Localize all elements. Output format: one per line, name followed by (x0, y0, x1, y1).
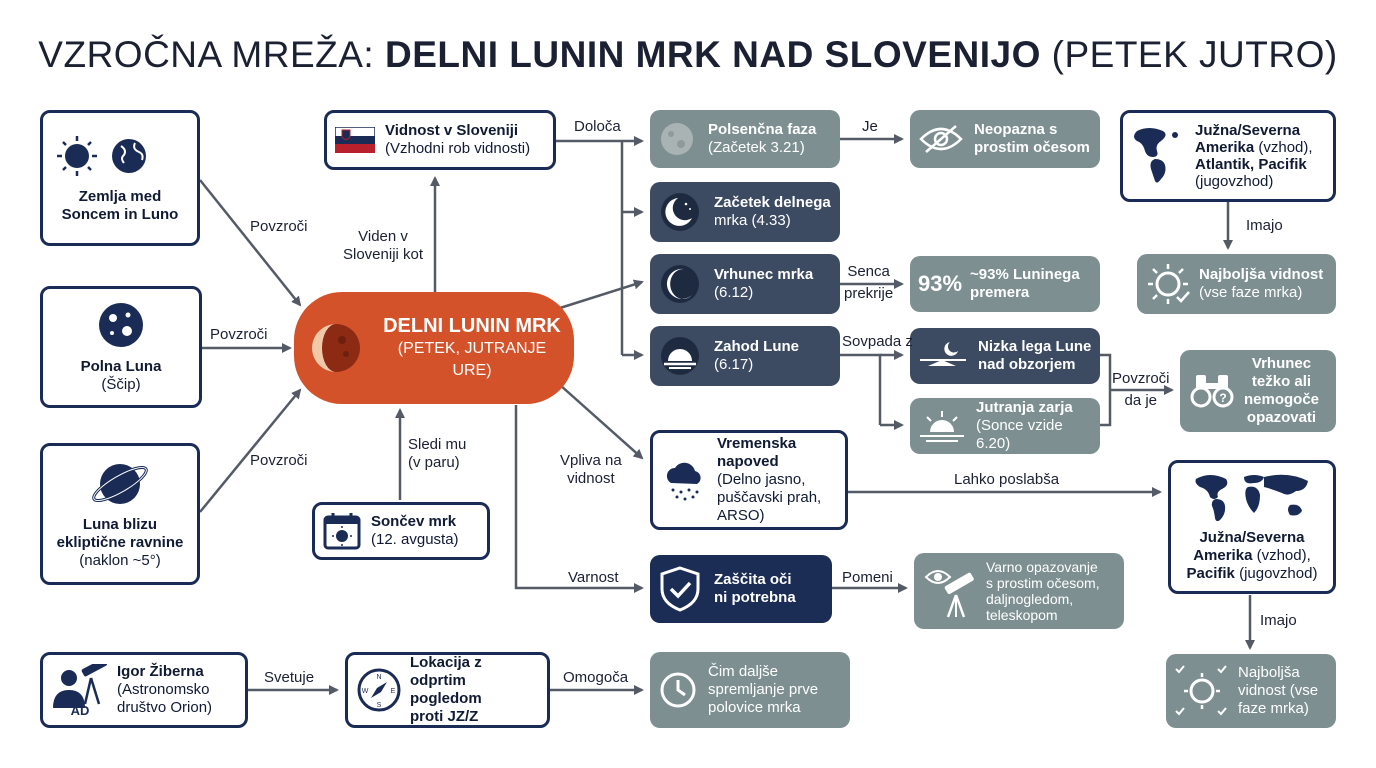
igor-org1: (Astronomsko (117, 681, 210, 698)
edge-label-viden (343, 228, 423, 264)
edge-label-sledi (408, 436, 466, 472)
edge-label-omogoca: Omogoča (563, 669, 629, 686)
node-americas-top (1120, 110, 1336, 202)
safe-line4: teleskopom (986, 607, 1058, 623)
unnoticeable-line2: prostim očesom (974, 139, 1090, 156)
svg-text:N: N (376, 674, 382, 681)
visibility-sub: (Vzhodni rob vidnosti) (385, 140, 531, 157)
igor-name: Igor Žiberna (117, 663, 204, 680)
node-full-moon (40, 286, 202, 408)
eclipsed-moon-icon (308, 320, 364, 376)
location-line3: proti JZ/Z (410, 708, 479, 725)
safe-line3: daljnogledom, (986, 591, 1074, 607)
edge-label-povzroci-1: Povzroči (250, 218, 308, 235)
follow-line1: Čim daljše (708, 663, 779, 680)
best-top-title: Najboljša vidnost (1199, 266, 1324, 283)
astronomer-telescope-icon (51, 664, 109, 717)
slovenia-flag-icon (335, 127, 375, 153)
edge-label-imajo-1: Imajo (1246, 217, 1283, 234)
node-peak (650, 254, 840, 314)
node-eye-protection (650, 555, 832, 623)
sun-checks-icon (1174, 663, 1230, 719)
edge-label-povzroci-da-2: da je (1124, 392, 1158, 409)
edge-earth-to-center (200, 180, 300, 305)
calendar-sun-icon (323, 512, 361, 550)
low-moon-line2: nad obzorjem (978, 356, 1076, 373)
safe-line2: s prostim očesom, (986, 575, 1100, 591)
sun-check-icon (1145, 261, 1191, 307)
earth-between-line2: Soncem in Luno (61, 206, 179, 223)
clock-icon (658, 670, 698, 710)
edge-label-je: Je (862, 118, 878, 135)
svg-text:E: E (390, 688, 396, 695)
eye-slash-icon (918, 124, 964, 154)
follow-line2: spremljanje prve (708, 681, 819, 698)
svg-text:W: W (361, 688, 369, 695)
americas-top-n1: (vzhod), (1254, 139, 1313, 156)
edge-label-imajo-2: Imajo (1260, 612, 1297, 629)
visibility-title: Vidnost v Sloveniji (385, 122, 519, 139)
partial-line1: Začetek delnega (714, 194, 831, 211)
ecliptic-line1: Luna blizu (82, 516, 158, 533)
edge-label-viden-1: Viden v (358, 228, 408, 245)
full-moon-icon (96, 300, 146, 350)
hard-line4: opazovati (1246, 409, 1317, 426)
edge-label-povzroci-da-1: Povzroči (1112, 370, 1170, 387)
hard-line2: težko ali (1251, 373, 1312, 390)
node-earth-between (40, 110, 200, 246)
hard-line3: nemogoče (1244, 391, 1320, 408)
edge-label-varnost: Varnost (568, 569, 619, 586)
node-penumbral (650, 110, 840, 168)
edge-label-senca-2: prekrije (844, 285, 894, 302)
unnoticeable-line1: Neopazna s (974, 121, 1058, 138)
americas-top-b1: Južna/Severna (1195, 122, 1301, 139)
dawn-sub: (Sonce vzide 6.20) (976, 417, 1063, 452)
svg-text:S: S (376, 702, 382, 709)
node-follow-first-half (650, 652, 850, 728)
edge-label-pomeni: Pomeni (842, 569, 893, 586)
node-93-percent (910, 256, 1100, 312)
best-bottom-line2: vidnost (vse (1238, 682, 1319, 699)
node-best-bottom (1166, 654, 1336, 728)
node-safe-observing (914, 553, 1124, 629)
edge-label-svetuje: Svetuje (264, 669, 315, 686)
svg-text:?: ? (1219, 391, 1227, 405)
edge-center-to-eye (516, 405, 642, 588)
low-moon-horizon-icon (918, 338, 968, 374)
moonset-icon (658, 334, 702, 378)
node-hard-observe (1180, 350, 1336, 432)
edge-ecliptic-to-center (200, 390, 300, 512)
americas-bottom-b1: Južna/Severna (1199, 529, 1305, 546)
low-moon-line1: Nizka lega Lune (978, 338, 1092, 355)
moon-peak-icon (658, 262, 702, 306)
node-partial-start (650, 182, 840, 242)
center-title: DELNI LUNIN MRK (383, 315, 561, 337)
node-low-moon (910, 328, 1100, 384)
americas-bottom-b2: Amerika (1193, 547, 1253, 564)
node-dawn (910, 398, 1100, 454)
node-best-top (1137, 254, 1336, 314)
igor-org2: društvo Orion) (117, 699, 213, 716)
compass-icon (356, 667, 402, 713)
follow-line3: polovice mrka (708, 699, 801, 716)
planet-orbit-icon (88, 458, 152, 510)
eye-telescope-icon (922, 563, 978, 619)
dawn-title: Jutranja zarja (976, 399, 1073, 416)
edge-label-sledi-2: (v paru) (408, 454, 460, 471)
edge-center-to-peak (560, 282, 642, 308)
node-moon-ecliptic (40, 443, 200, 585)
percent-93-badge: 93% (918, 271, 963, 296)
americas-top-b3: Atlantik, Pacifik (1195, 156, 1307, 173)
weather-line4: puščavski prah, (717, 489, 822, 506)
partial-line2: mrka (4.33) (714, 212, 791, 229)
americas-map-icon (1131, 125, 1187, 187)
moonset-title: Zahod Lune (714, 338, 799, 355)
weather-line3: (Delno jasno, (717, 471, 806, 488)
solar-sub: (12. avgusta) (371, 531, 459, 548)
best-bottom-line3: faze mrka) (1238, 700, 1309, 717)
ecliptic-line2: ekliptične ravnine (56, 534, 184, 551)
edge-label-viden-2: Sloveniji kot (343, 246, 424, 263)
node-location (345, 652, 550, 728)
edge-label-doloca: Določa (574, 118, 621, 135)
full-moon-title: Polna Luna (80, 358, 162, 375)
percent-93-line1: ~93% Luninega (970, 266, 1080, 283)
weather-line5: ARSO) (717, 507, 765, 524)
edge-label-senca (844, 263, 893, 303)
eye-line1: Zaščita oči (714, 571, 792, 588)
edge-label-lahko: Lahko poslabša (954, 471, 1060, 488)
best-bottom-line1: Najboljša (1238, 664, 1300, 681)
node-igor-ziberna (40, 652, 248, 728)
americas-bottom-n2: (jugovzhod) (1234, 565, 1318, 582)
edge-label-sledi-1: Sledi mu (408, 436, 467, 453)
americas-top-n2: (jugovzhod) (1195, 173, 1274, 190)
node-weather (650, 430, 848, 530)
safe-line1: Varno opazovanje (986, 559, 1098, 575)
node-unnoticeable (910, 110, 1100, 168)
edge-merge (1100, 355, 1110, 425)
edge-label-povzroci-3: Povzroči (250, 452, 308, 469)
node-visibility-slovenia (324, 110, 556, 170)
node-center-eclipse (294, 292, 574, 404)
sun-earth-moon-icon (55, 132, 185, 180)
center-subtitle: (PETEK, JUTRANJE URE) (397, 340, 547, 379)
edge-moonset-split (840, 355, 880, 425)
americas-bottom-n1: (vzhod), (1252, 547, 1311, 564)
penumbral-title: Polsenčna faza (708, 121, 817, 138)
earth-between-line1: Zemlja med (78, 188, 162, 205)
penumbral-moon-icon (658, 120, 696, 158)
americas-bottom-b3: Pacifik (1186, 565, 1235, 582)
solar-title: Sončev mrk (371, 513, 457, 530)
americas-top-b2: Amerika (1195, 139, 1255, 156)
edge-label-sovpada: Sovpada z (842, 333, 913, 350)
penumbral-sub: (Začetek 3.21) (708, 139, 805, 156)
edge-label-senca-1: Senca (847, 263, 890, 280)
weather-line2: napoved (717, 453, 779, 470)
dusty-cloud-icon (661, 457, 707, 503)
weather-line1: Vremenska (717, 435, 797, 452)
edge-label-vpliva (560, 452, 622, 488)
node-solar-eclipse (312, 502, 490, 560)
edge-label-povzroci-2: Povzroči (210, 326, 268, 343)
sunrise-icon (918, 408, 966, 444)
eye-line2: ni potrebna (714, 589, 796, 606)
node-moonset (650, 326, 840, 386)
best-top-sub: (vse faze mrka) (1199, 284, 1303, 301)
edge-center-to-weather (560, 385, 642, 458)
ecliptic-line3: (naklon ~5°) (79, 552, 161, 569)
percent-93-line2: premera (970, 284, 1030, 301)
moonset-sub: (6.17) (714, 356, 754, 373)
edge-label-povzroci-da-je (1112, 370, 1170, 410)
binoculars-question-icon (1188, 371, 1236, 411)
shield-check-icon (658, 565, 702, 613)
crescent-moon-icon (658, 190, 702, 234)
location-line1: Lokacija z (410, 654, 482, 671)
hard-line1: Vrhunec (1251, 355, 1312, 372)
peak-sub: (6.12) (714, 284, 754, 301)
edge-label-vpliva-2: vidnost (567, 470, 615, 487)
location-line2: odprtim pogledom (410, 672, 482, 707)
page-title: VZROČNA MREŽA: DELNI LUNIN MRK NAD SLOVENIJO (PETEK JUTRO) (38, 34, 1338, 75)
ad-logo: AD (70, 702, 90, 718)
full-moon-sub: (Ščip) (101, 376, 141, 393)
edge-label-vpliva-1: Vpliva na (560, 452, 622, 469)
world-map-icon (1192, 471, 1312, 523)
node-americas-bottom (1168, 460, 1336, 594)
peak-title: Vrhunec mrka (714, 266, 814, 283)
